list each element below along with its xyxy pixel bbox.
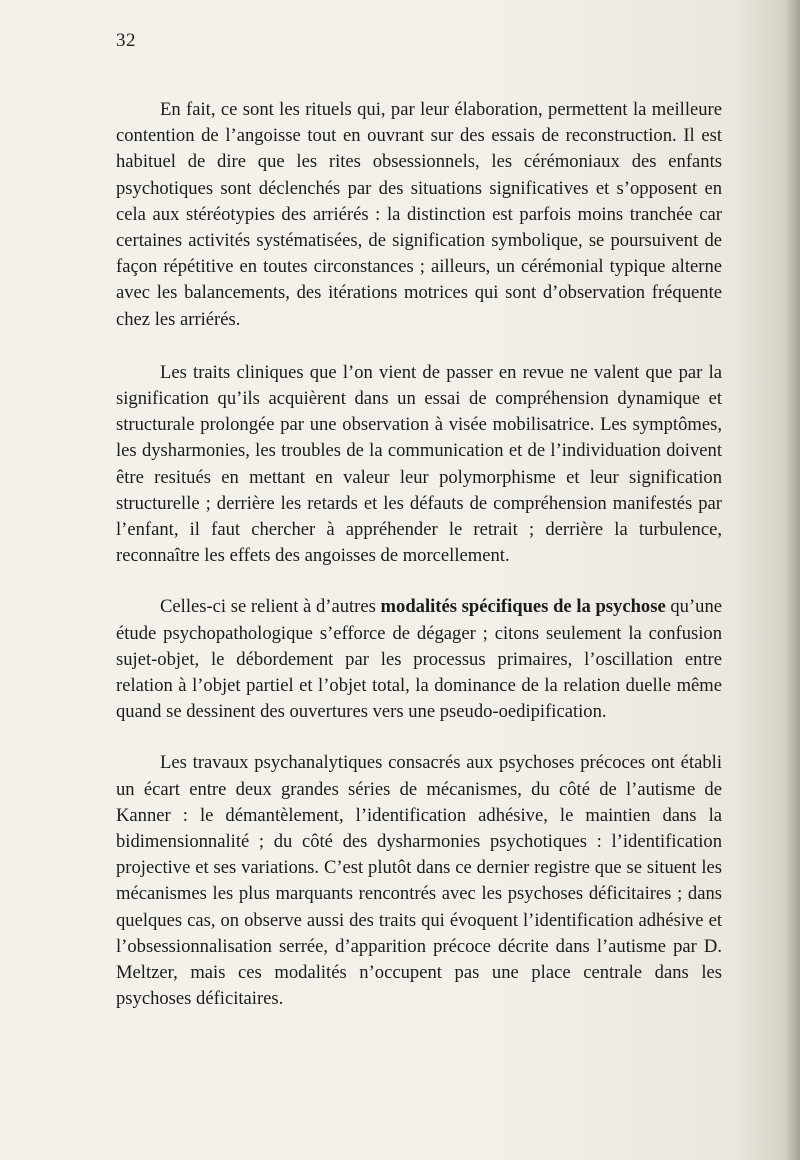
paragraph-specific-modalities <box>116 594 722 725</box>
emphasized-phrase: modalités spécifiques de la psychose <box>380 596 666 618</box>
paragraph-trailing-text: qu’une étude psychopathologique s’efforce de dégager ; citons seulement la confusion sujet-objet, le débordement par les processus primaires, l’oscillation entre relation à l’objet partiel et l’objet total, la dominance de la relation duelle même quand se dessinent des ouvertures vers une pseudo-oedipification. <box>116 596 723 723</box>
page-number: 32 <box>116 30 136 51</box>
paragraph-rituals: En fait, ce sont les rituels qui, par leur élaboration, permettent la meilleure contention de l’angoisse tout en ouvrant sur des essais de reconstruction. Il est habituel de dire que les rites obsessionnels, les cérémoniaux des enfants psychotiques sont déclenchés par des situations significatives et s’opposent en cela aux stéréotypies des arriérés : la distinction est parfois moins tranchée car certaines activités systématisées, de signification symbolique, se poursuivent de façon répétitive en toutes circonstances ; ailleurs, un cérémonial typique alterne avec les balancements, des itérations motrices qui sont d’observation fréquente chez les arriérés. <box>116 99 722 330</box>
paragraph-clinical-traits: Les traits cliniques que l’on vient de passer en revue ne valent que par la signification qu’ils acquièrent dans un essai de compréhension dynamique et structurale prolongée par une observation à visée mobilisatrice. Les symptômes, les dysharmonies, les troubles de la communication et de l’individuation doivent être resitués en mettant en valeur leur polymorphisme et leur signification structurelle ; derrière les retards et les défauts de compréhension manifestés par l’enfant, il faut chercher à appréhender le retrait ; derrière la turbulence, reconnaître les effets des angoisses de morcellement. <box>116 361 722 567</box>
page-edge-shadow <box>786 0 800 1160</box>
body-text <box>116 97 722 1013</box>
paragraph-lead-text: Celles-ci se relient à d’autres <box>160 596 381 618</box>
paragraph-psychoanalytic-works: Les travaux psychanalytiques consacrés aux psychoses précoces ont établi un écart entre deux grandes séries de mécanismes, du côté de l’autisme de Kanner : le démantèlement, l’identification adhésive, le maintien dans la bidimensionnalité ; du côté des dysharmonies psychotiques : l’identification projective et ses variations. C’est plutôt dans ce dernier registre que se situent les mécanismes les plus marquants rencontrés avec les psychoses déficitaires ; dans quelques cas, on observe aussi des traits qui évoquent l’identification adhésive et l’obsessionnalisation serrée, d’apparition précoce décrite dans l’autisme par D. Meltzer, mais ces modalités n’occupent pas une place centrale dans les psychoses déficitaires. <box>116 752 722 1010</box>
